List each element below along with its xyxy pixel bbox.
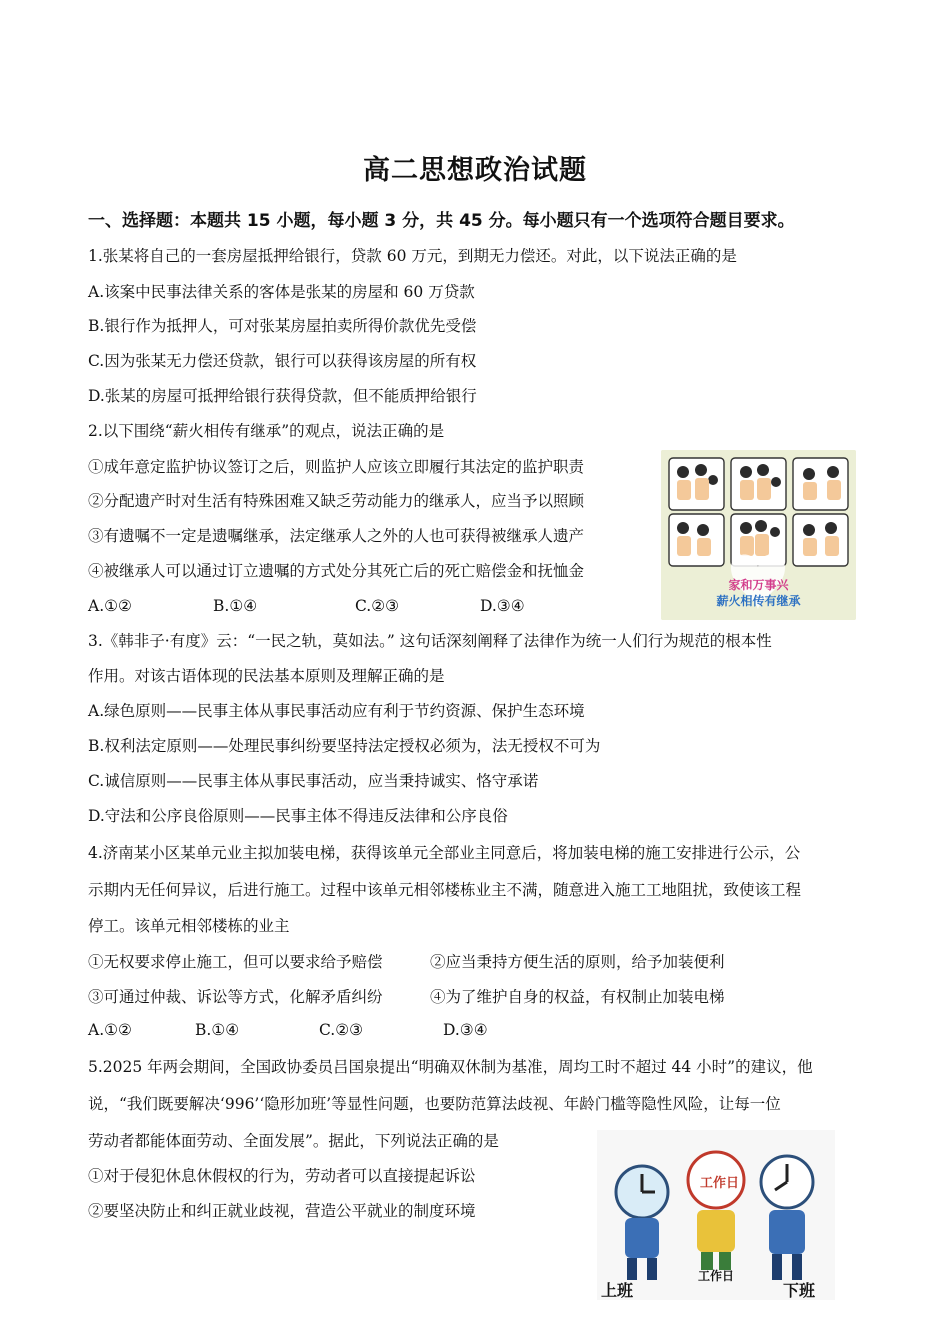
q3-stem-line-1: 3.《韩非子·有度》云：“一民之轨，莫如法。” 这句话深刻阐释了法律作为统一人们行为规范的根本性 [88, 632, 772, 650]
q4-statement-4: ④为了维护自身的权益，有权制止加装电梯 [430, 988, 725, 1006]
clock-label-bottom-center: 工作日 [698, 1269, 735, 1283]
q4-options [88, 1020, 488, 1040]
q3-option-c: C.诚信原则——民事主体从事民事活动，应当秉持诚实、恪守承诺 [88, 772, 539, 790]
q1-option-b: B.银行作为抵押人，可对张某房屋拍卖所得价款优先受偿 [88, 317, 477, 335]
page-title: 高二思想政治试题 [363, 155, 587, 186]
q4-stem-line-1: 4.济南某小区某单元业主拟加装电梯，获得该单元全部业主同意后，将加装电梯的施工安排进行公示，公 [88, 844, 801, 862]
q2-option-d: D.③④ [480, 597, 525, 615]
q5-statement-2: ②要坚决防止和纠正就业歧视，营造公平就业的制度环境 [88, 1202, 476, 1220]
q2-statement-2: ②分配遗产时对生活有特殊困难又缺乏劳动能力的继承人，应当予以照顾 [88, 492, 585, 510]
q2-options [88, 596, 525, 616]
q3-option-a: A.绿色原则——民事主体从事民事活动应有利于节约资源、保护生态环境 [88, 702, 585, 720]
q3-option-b: B.权利法定原则——处理民事纠纷要坚持法定授权必须为，法无授权不可为 [88, 737, 601, 755]
q2-stem: 2.以下围绕“薪火相传有继承”的观点，说法正确的是 [88, 422, 445, 440]
q1-stem: 1.张某将自己的一套房屋抵押给银行，贷款 60 万元，到期无力偿还。对此，以下说法正确的是 [88, 247, 737, 265]
illustration-caption-2: 薪火相传有继承 [716, 594, 801, 608]
q4-option-b: B.①④ [195, 1021, 240, 1039]
q2-statement-4: ④被继承人可以通过订立遗嘱的方式处分其死亡后的死亡赔偿金和抚恤金 [88, 562, 585, 580]
q5-statement-1: ①对于侵犯休息休假权的行为，劳动者可以直接提起诉讼 [88, 1167, 476, 1185]
q1-option-d: D.张某的房屋可抵押给银行获得贷款，但不能质押给银行 [88, 387, 477, 405]
q3-stem-line-2: 作用。对该古语体现的民法基本原则及理解正确的是 [88, 667, 445, 685]
family-inheritance-illustration [661, 450, 856, 620]
clock-label-right: 下班 [783, 1281, 816, 1300]
q4-option-a: A.①② [88, 1021, 132, 1039]
q3-option-d: D.守法和公序良俗原则——民事主体不得违反法律和公序良俗 [88, 807, 508, 825]
q4-statements-row-2 [88, 987, 725, 1007]
section-heading: 一、选择题：本题共 15 小题，每小题 3 分，共 45 分。每小题只有一个选项符合题目要求。 [88, 211, 795, 231]
clock-label-center: 工作日 [700, 1176, 740, 1191]
q5-stem-line-1: 5.2025 年两会期间，全国政协委员吕国泉提出“明确双休制为基准，周均工时不超过 44 小时”的建议，他 [88, 1058, 813, 1076]
illustration-caption-1: 家和万事兴 [728, 578, 789, 592]
q2-option-a: A.①② [88, 597, 132, 615]
q4-statement-1: ①无权要求停止施工，但可以要求给予赔偿 [88, 953, 383, 971]
q4-option-d: D.③④ [443, 1021, 488, 1039]
q4-stem-line-2: 示期内无任何异议，后进行施工。过程中该单元相邻楼栋业主不满，随意进入施工工地阻扰，致使该工程 [88, 881, 802, 899]
q4-statement-3: ③可通过仲裁、诉讼等方式，化解矛盾纠纷 [88, 988, 383, 1006]
q5-stem-line-3: 劳动者都能体面劳动、全面发展”。据此，下列说法正确的是 [88, 1132, 499, 1150]
q2-option-b: B.①④ [213, 597, 258, 615]
q2-statement-3: ③有遗嘱不一定是遗嘱继承，法定继承人之外的人也可获得被继承人遗产 [88, 527, 585, 545]
q4-stem-line-3: 停工。该单元相邻楼栋的业主 [88, 917, 290, 935]
q4-statements-row-1 [88, 952, 725, 972]
workday-clock-illustration [597, 1130, 835, 1300]
q2-statement-1: ①成年意定监护协议签订之后，则监护人应该立即履行其法定的监护职责 [88, 458, 585, 476]
q1-option-a: A.该案中民事法律关系的客体是张某的房屋和 60 万贷款 [88, 283, 475, 301]
q4-statement-2: ②应当秉持方便生活的原则，给予加装便利 [430, 953, 725, 971]
q1-option-c: C.因为张某无力偿还贷款，银行可以获得该房屋的所有权 [88, 352, 477, 370]
q2-option-c: C.②③ [355, 597, 400, 615]
q4-option-c: C.②③ [319, 1021, 364, 1039]
clock-label-left: 上班 [601, 1281, 634, 1300]
q5-stem-line-2: 说，“我们既要解决‘996’‘隐形加班’等显性问题，也要防范算法歧视、年龄门槛等隐性风险，让每一位 [88, 1095, 781, 1113]
